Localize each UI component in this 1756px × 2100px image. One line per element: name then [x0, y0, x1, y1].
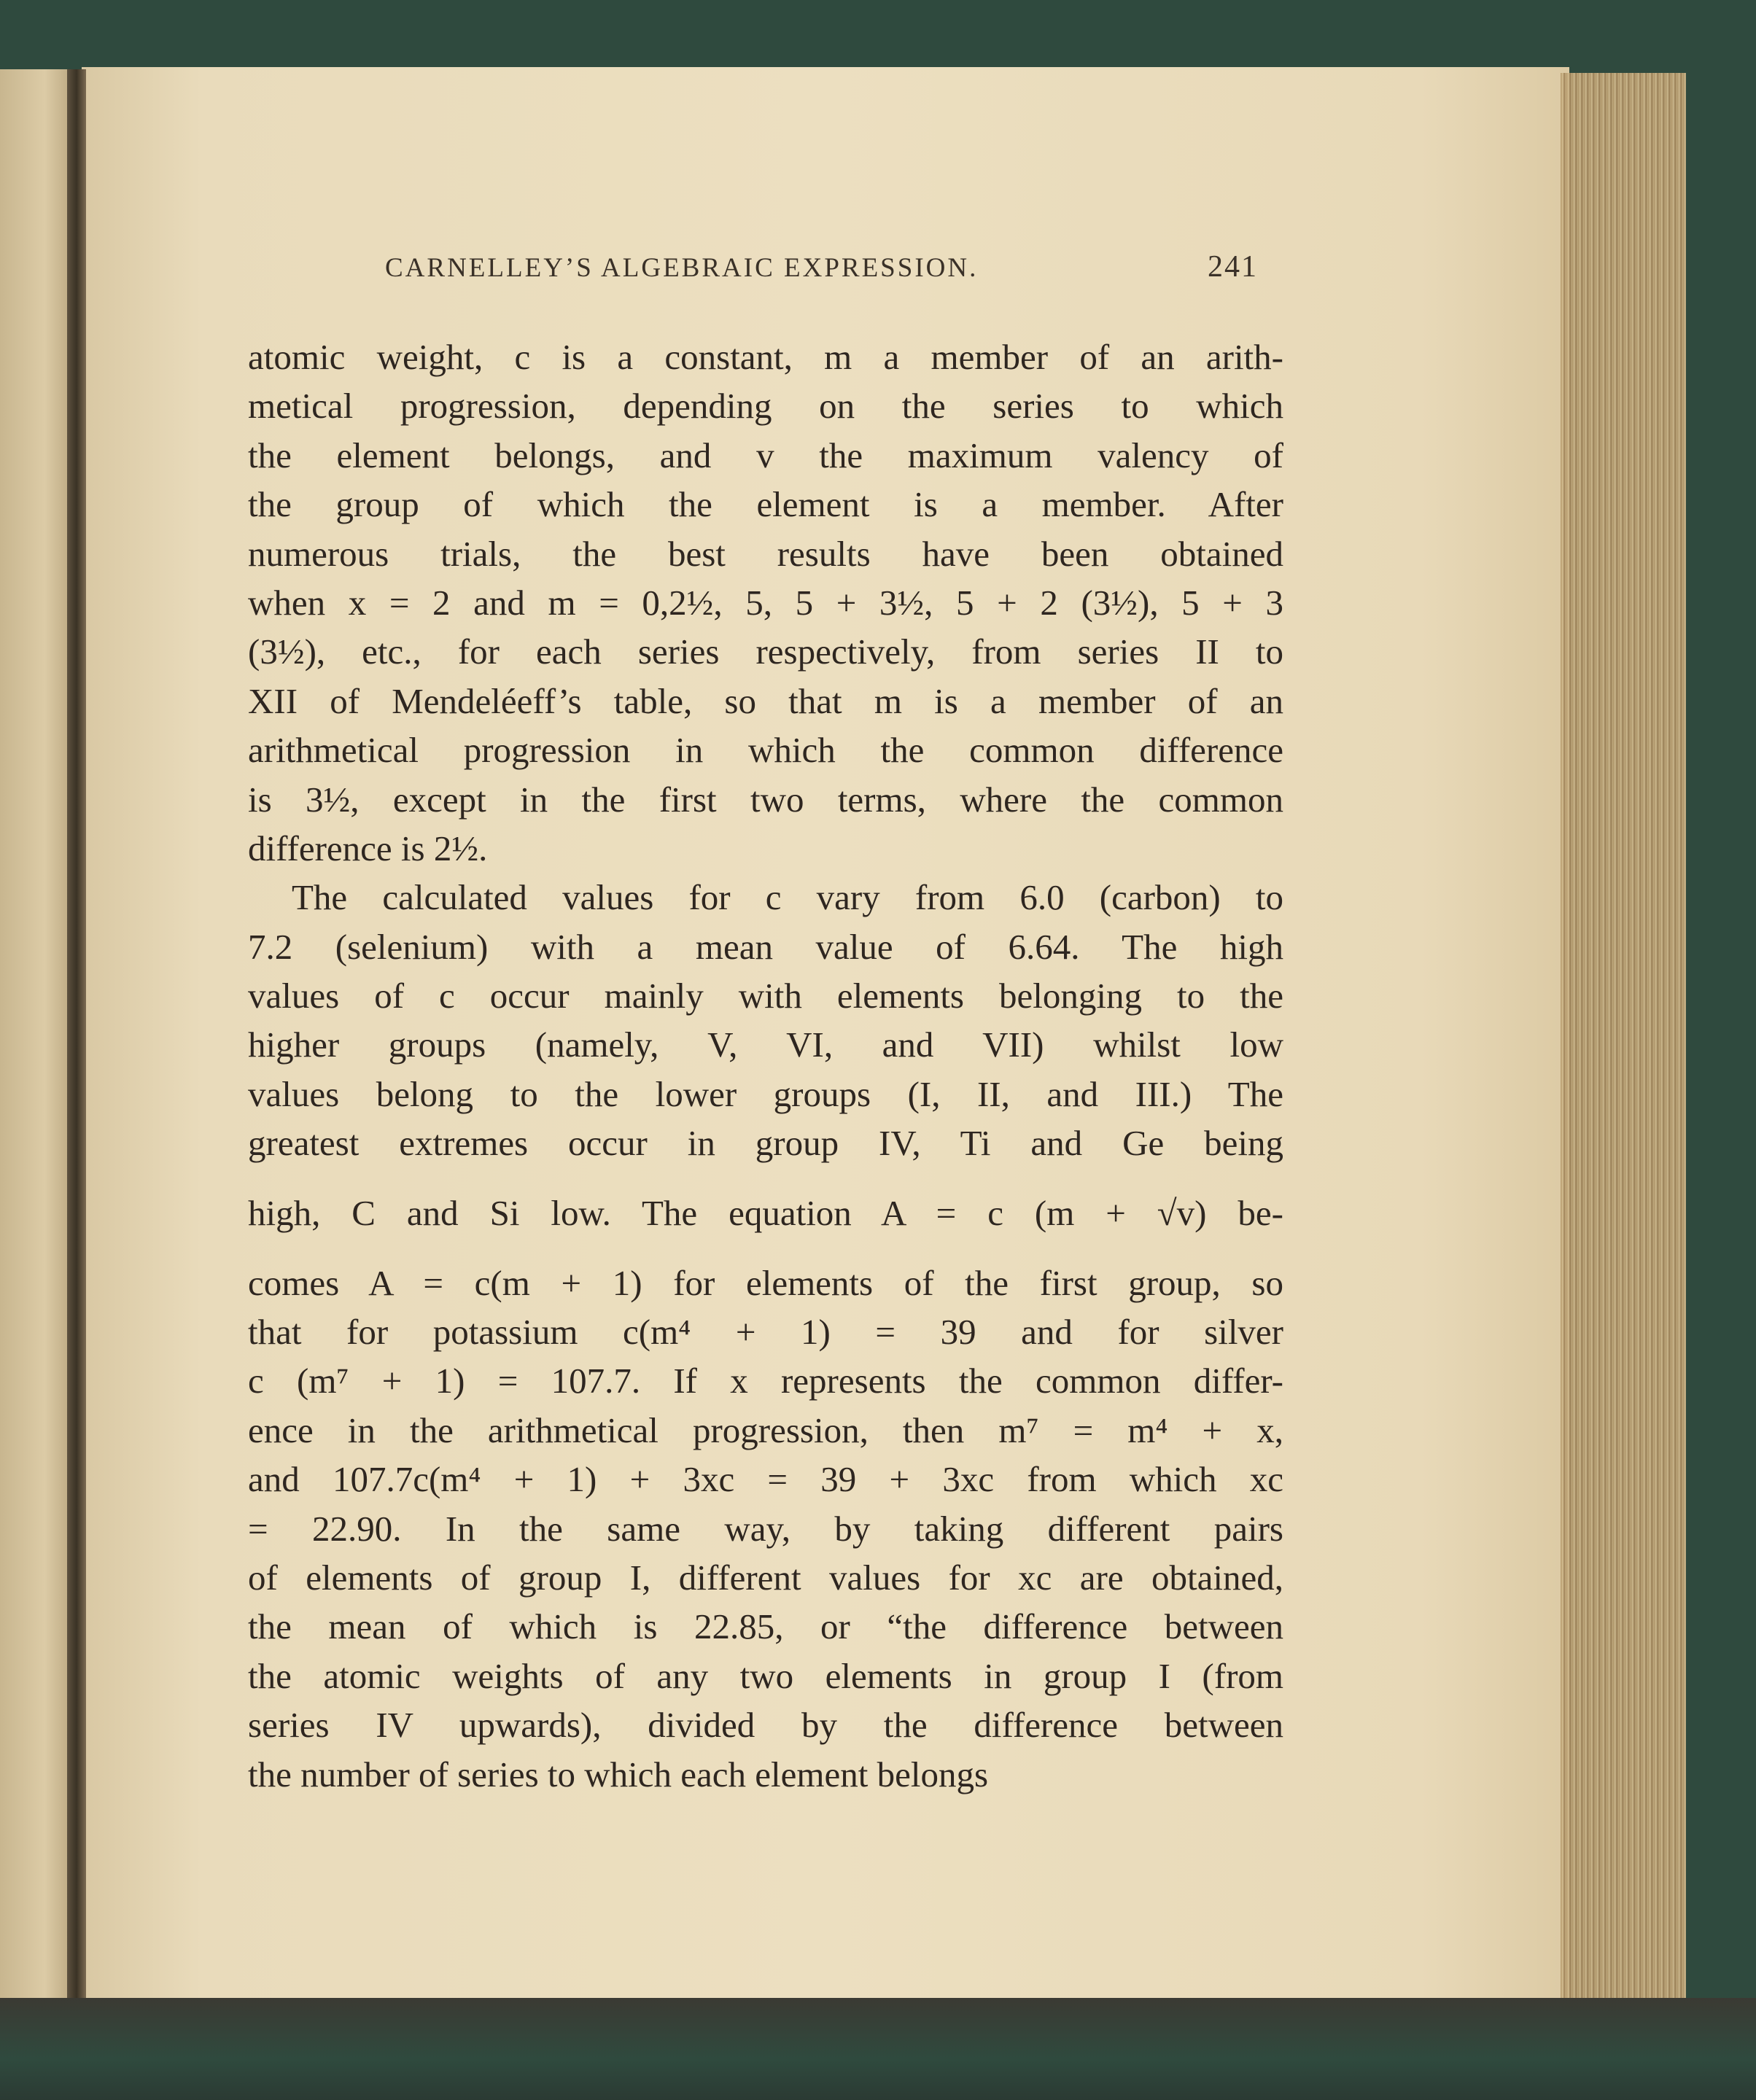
book-gutter	[67, 69, 86, 2009]
page-body-text	[248, 332, 1283, 1799]
text-line: when x = 2 and m = 0,2½, 5, 5 + 3½, 5 + 2 (3½), 5 + 3	[248, 582, 1283, 623]
left-page-edge	[0, 69, 74, 2009]
text-line: is 3½, except in the first two terms, where the common	[248, 779, 1283, 820]
text-line: series IV upwards), divided by the difference between	[248, 1705, 1283, 1746]
text-line: (3½), etc., for each series respectively, from series II to	[248, 631, 1283, 672]
text-line: ence in the arithmetical progression, then m⁷ = m⁴ + x,	[248, 1409, 1283, 1450]
header-title: CARNELLEY’S ALGEBRAIC EXPRESSION.	[385, 253, 979, 283]
text-line: the element belongs, and v the maximum valency of	[248, 435, 1283, 475]
text-line: values belong to the lower groups (I, II, and III.) The	[248, 1073, 1283, 1114]
text-line: the group of which the element is a member. After	[248, 484, 1283, 525]
book-bottom	[0, 1998, 1756, 2100]
text-line: the number of series to which each element belongs	[248, 1754, 989, 1794]
text-line: arithmetical progression in which the common difference	[248, 730, 1283, 771]
text-line: higher groups (namely, V, VI, and VII) whilst low	[248, 1024, 1283, 1065]
page-number: 241	[1208, 250, 1258, 284]
text-line: that for potassium c(m⁴ + 1) = 39 and for silver	[248, 1312, 1283, 1353]
text-line: high, C and Si low. The equation A = c (m + √v) be-	[248, 1192, 1283, 1233]
page-edges	[1561, 73, 1686, 2005]
text-line: numerous trials, the best results have been obtained	[248, 533, 1283, 574]
text-line: XII of Mendeléeff’s table, so that m is a member of an	[248, 680, 1283, 721]
text-line: = 22.90. In the same way, by taking different pairs	[248, 1508, 1283, 1549]
text-line: 7.2 (selenium) with a mean value of 6.64. The high	[248, 926, 1283, 967]
text-line: of elements of group I, different values for xc are obtained,	[248, 1557, 1283, 1598]
text-line: atomic weight, c is a constant, m a member of an arith-	[248, 337, 1283, 377]
text-line: the mean of which is 22.85, or “the difference between	[248, 1606, 1283, 1647]
text-line: greatest extremes occur in group IV, Ti and Ge being	[248, 1123, 1283, 1164]
text-line: the atomic weights of any two elements in group I (from	[248, 1655, 1283, 1696]
text-line: The calculated values for c vary from 6.0 (carbon) to	[292, 877, 1283, 918]
text-line: values of c occur mainly with elements belonging to the	[248, 976, 1283, 1016]
text-line: and 107.7c(m⁴ + 1) + 3xc = 39 + 3xc from which xc	[248, 1459, 1283, 1500]
running-header	[385, 252, 1260, 296]
text-line: metical progression, depending on the series to which	[248, 386, 1283, 427]
text-line: difference is 2½.	[248, 828, 488, 868]
text-line: comes A = c(m + 1) for elements of the first group, so	[248, 1262, 1283, 1303]
text-line: c (m⁷ + 1) = 107.7. If x represents the common differ-	[248, 1361, 1283, 1401]
